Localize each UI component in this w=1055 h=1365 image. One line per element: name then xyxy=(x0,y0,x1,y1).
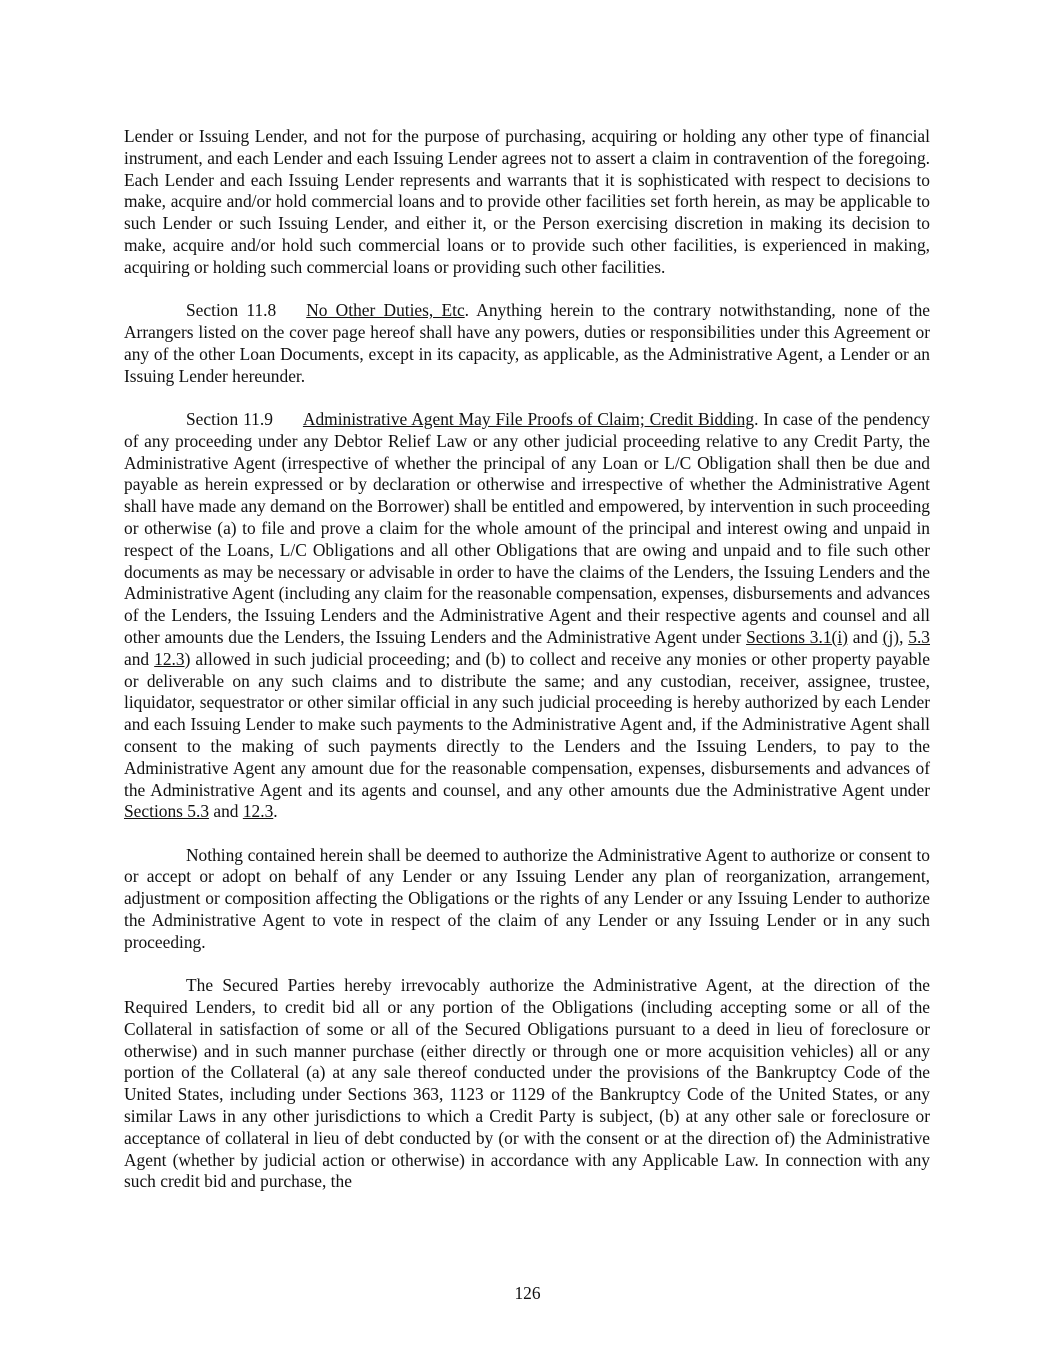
section-body: . Anything herein to the contrary notwithstanding, none of the Arrangers listed on the cover page hereof shall have any powers, duties or responsibilities under this Agreement or any of the other Loan Documents, except in its capacity, as applicable, as the Administrative Agent, a Lender or an Issuing Lender hereunder. xyxy=(124,300,930,386)
section-11-8 xyxy=(124,300,930,387)
paragraph-lender-sophistication: Lender or Issuing Lender, and not for the purpose of purchasing, acquiring or holding any other type of financial instrument, and each Lender and each Issuing Lender agrees not to assert a claim in contravention of the foregoing. Each Lender and each Issuing Lender represents and warrants that it is sophisticated with respect to decisions to make, acquire and/or hold commercial loans and to provide other facilities set forth herein, as may be applicable to such Lender or such Issuing Lender, and either it, or the Person exercising discretion in making its decision to make, acquire and/or hold such commercial loans or to provide such other facilities, is experienced in making, acquiring or holding such commercial loans or providing such other facilities. xyxy=(124,126,930,277)
cross-reference: 12.3 xyxy=(154,648,185,669)
page-number: 126 xyxy=(514,1283,541,1303)
paragraph-no-authorization: Nothing contained herein shall be deemed to authorize the Administrative Agent to authorize or consent to or accept or adopt on behalf of any Lender or any Issuing Lender any plan of reorganization, arrangement, adjustment or composition affecting the Obligations or the rights of any Lender or any Issuing Lender to authorize the Administrative Agent to vote in respect of the claim of any Lender or any Issuing Lender or in any such proceeding. xyxy=(124,844,930,952)
section-number: Section 11.9 xyxy=(186,408,273,429)
section-body: . In case of the pendency of any proceeding under any Debtor Relief Law or any other judicial proceeding relative to any Credit Party, the Administrative Agent (irrespective of whether the principal of any Loan or L/C Obligation shall then be due and payable as herein expressed or by declaration or otherwise and irrespective of whether the Administrative Agent shall have made any demand on the Borrower) shall be entitled and empowered, by intervention in such proceeding or otherwise (a) to file and prove a claim for the whole amount of the principal and interest owing and unpaid in respect of the Loans, L/C Obligations and all other Obligations that are owing and unpaid and to file such other documents as may be necessary or advisable in order to have the claims of the Lenders, the Issuing Lenders and the Administrative Agent (including any claim for the reasonable compensation, expenses, disbursements and advances of the Lenders, the Issuing Lenders and the Administrative Agent and their respective agents and counsel and all other amounts due the Lenders, the Issuing Lenders and the Administrative Agent under xyxy=(124,408,930,647)
document-page xyxy=(124,126,930,1215)
section-number: Section 11.8 xyxy=(186,300,277,321)
cross-reference: 12.3 xyxy=(242,801,274,822)
cross-reference: 5.3 xyxy=(908,626,930,647)
section-body: ) allowed in such judicial proceeding; and (b) to collect and receive any monies or other property payable or deliverable on any such claims and to distribute the same; and any custodian, receiver, assignee, trustee, liquidator, sequestrator or other similar official in any such judicial proceeding is hereby authorized by each Lender and each Issuing Lender to make such payments to the Administrative Agent and, if the Administrative Agent shall consent to the making of such payments directly to the Lenders and the Issuing Lenders, to pay to the Administrative Agent any amount due for the reasonable compensation, expenses, disbursements and advances of the Administrative Agent and its agents and counsel, and any other amounts due the Administrative Agent under xyxy=(124,648,930,800)
cross-reference: Sections 5.3 xyxy=(124,801,210,822)
section-11-9: Section 11.9 Administrative Agent May File Proofs of Claim; Credit Bidding. In case of the pendency of any proceeding under any Debtor Relief Law or any other judicial proceeding relative to any Credit Party, the Administrative Agent (irrespective of whether the principal of any Loan or L/C Obligation shall then be due and payable as herein expressed or by declaration or otherwise and irrespective of whether the Administrative Agent shall have made any demand on the Borrower) shall be entitled and empowered, by intervention in such proceeding or otherwise (a) to file and prove a claim for the whole amount of the principal and interest owing and unpaid in respect of the Loans, L/C Obligations and all other Obligations that are owing and unpaid and to file such other documents as may be necessary or advisable in order to have the claims of the Lenders, the Issuing Lenders and the Administrative Agent (including any claim for the reasonable compensation, expenses, disbursements and advances of the Lenders, the Issuing Lenders and the Administrative Agent and their respective agents and counsel and all other amounts due the Lenders, the Issuing Lenders and the Administrative Agent under Sections 3.1(i) and (j), 5.3 and 12.3) allowed in such judicial proceeding; and (b) to collect and receive any monies or other property payable or deliverable on any such claims and to distribute the same; and any custodian, receiver, assignee, trustee, liquidator, sequestrator or other similar official in any such judicial proceeding is hereby authorized by each Lender and each Issuing Lender to make such payments to the Administrative Agent and, if the Administrative Agent shall consent to the making of such payments directly to the Lenders and the Issuing Lenders, to pay to the Administrative Agent any amount due for the reasonable compensation, expenses, disbursements and advances of the Administrative Agent and its agents and counsel, and any other amounts due the Administrative Agent under Sections 5.3 and 12.3. xyxy=(124,408,930,822)
section-heading: No Other Duties, Etc xyxy=(306,300,465,321)
section-heading: Administrative Agent May File Proofs of Claim; Credit Bidding xyxy=(302,408,755,429)
cross-reference: Sections 3.1(i) xyxy=(746,626,848,647)
cross-reference: (j) xyxy=(882,626,900,647)
paragraph-credit-bid: The Secured Parties hereby irrevocably authorize the Administrative Agent, at the direction of the Required Lenders, to credit bid all or any portion of the Obligations (including accepting some or all of the Collateral in satisfaction of some or all of the Secured Obligations pursuant to a deed in lieu of foreclosure or otherwise) and in such manner purchase (either directly or through one or more acquisition vehicles) all or any portion of the Collateral (a) at any sale thereof conducted under the provisions of the Bankruptcy Code of the United States, including under Sections 363, 1123 or 1129 of the Bankruptcy Code of the United States, or any similar Laws in any other jurisdictions to which a Credit Party is subject, (b) at any other sale or foreclosure or acceptance of collateral in lieu of debt conducted by (or with the consent or at the direction of) the Administrative Agent (whether by judicial action or otherwise) in accordance with any Applicable Law. In connection with any such credit bid and purchase, the xyxy=(124,975,930,1192)
